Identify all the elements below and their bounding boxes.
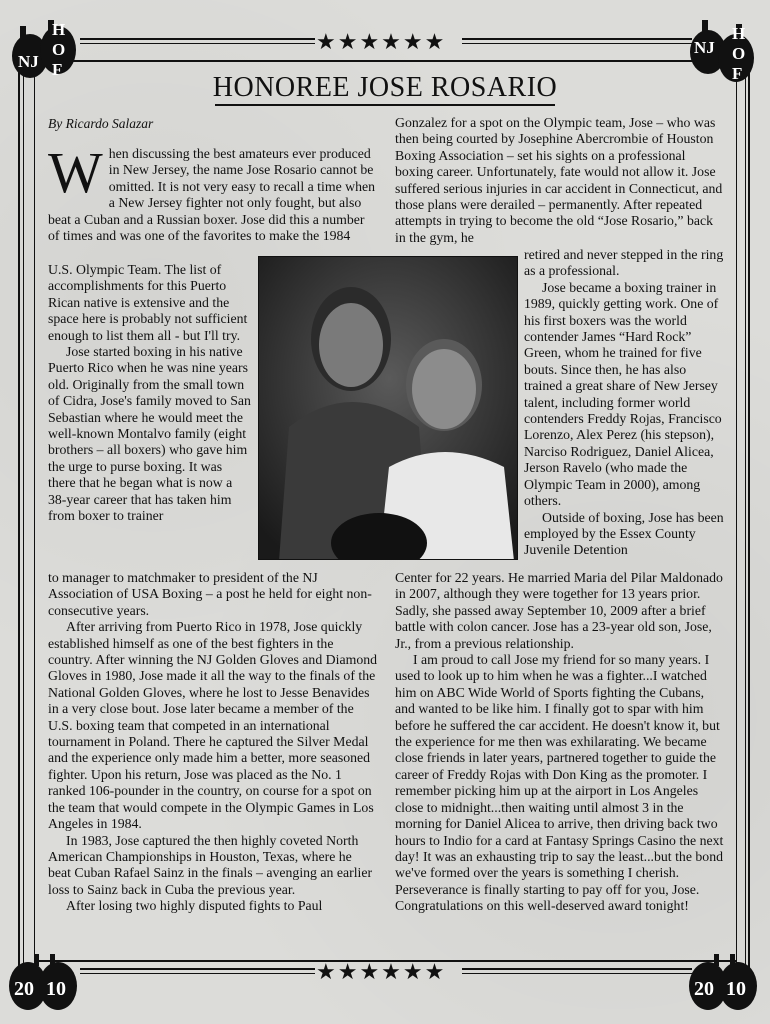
drop-cap: W <box>48 140 103 205</box>
column2-wrap-p3: Outside of boxing, Jose has been employed by the Essex County Juvenile Detention <box>524 509 724 558</box>
logo-letter-f: F <box>52 60 63 79</box>
njhof-logo-top-left <box>10 14 74 78</box>
column2-wrap <box>524 247 726 559</box>
year-badge-bottom-right <box>688 950 752 1014</box>
column2-top <box>395 115 725 246</box>
column1-body <box>48 570 378 915</box>
border-left-outer <box>18 48 20 978</box>
photo-placeholder <box>259 257 518 560</box>
column1-body-p4: After losing two highly disputed fights to Paul <box>66 898 323 914</box>
column2-top-p1: Gonzalez for a spot on the Olympic team, Jose – who was then being courted by Josephine Abercrombie of Houston Boxing Association – set his sights on a professional boxing career. Unfortunately, fate would not allow it. Jose suffered serious injuries in car accident in Connecticut, and those plans were derailed – permanently. After repeated attempts in trying to become the old “Jose Rosario,” back in the gym, he <box>395 115 723 245</box>
top-stars: ★★★★★★ <box>316 30 447 55</box>
logo-letter-f: F <box>732 64 743 83</box>
logo-letter-h: H <box>732 24 746 43</box>
column2-wrap-p1: retired and never stepped in the ring as a professional. <box>524 247 724 279</box>
bottom-rule-left <box>80 968 315 974</box>
article-byline: By Ricardo Salazar <box>48 116 154 131</box>
article-title: HONOREE JOSE ROSARIO <box>212 72 558 103</box>
border-right-inner <box>745 48 746 978</box>
column2-body-p1: Center for 22 years. He married Maria del Pilar Maldonado in 2007, although they were together for 13 years prior. Sadly, she passed away September 10, 2009 after a brief battle with colon cancer. Jose has a 23-year old son, Jose, Jr., from a previous relationship. <box>395 570 723 651</box>
top-rule-left <box>80 38 315 44</box>
border-left-inner2 <box>34 60 35 968</box>
logo-letter-o: O <box>52 40 66 59</box>
title-underline <box>215 104 555 106</box>
column1-wrap <box>48 262 252 525</box>
column1-intro <box>48 140 376 256</box>
border-left-inner <box>23 48 24 978</box>
bottom-rule-right <box>462 968 692 974</box>
year-right-part: 10 <box>46 978 66 1000</box>
logo-letter-o: O <box>732 44 746 63</box>
bottom-inner-rule <box>34 960 737 963</box>
year-left-part: 20 <box>14 978 34 1000</box>
logo-letters-nj: NJ <box>18 52 39 71</box>
logo-letter-h: H <box>52 20 66 39</box>
year-right-part: 10 <box>726 978 746 1000</box>
year-badge-bottom-left <box>8 950 72 1014</box>
border-right-inner2 <box>736 60 737 968</box>
bottom-stars: ★★★★★★ <box>316 960 447 985</box>
top-rule-right <box>462 38 692 44</box>
logo-letters-nj: NJ <box>694 38 715 57</box>
column1-intro-text: hen discussing the best amateurs ever produced in New Jersey, the name Jose Rosario cannot be omitted. It is not very easy to recall a time when a New Jersey fighter not only fought, but also beat a Cuban and a Russian boxer. Jose did this a number of times and was one of the favorites to make the 1984 <box>48 146 376 244</box>
column2-body <box>395 570 725 915</box>
column1-body-p1: to manager to matchmaker to president of the NJ Association of USA Boxing – a post he held for eight non-consecutive years. <box>48 570 372 618</box>
column2-body-p2: I am proud to call Jose my friend for so many years. I used to look up to him when he was a fighter...I watched him on ABC Wide World of Sports fighting the Cubans, and wanted to be like him. I finally got to spar with him before he suffered the car accident. He doesn't know it, but the experience for me then was exhilarating. We became close friends in later years, partnered together to guide the career of Freddy Rojas with Don King as the promoter. I remember picking him up at the airport in Los Angeles close to midnight...then waiting until almost 3 in the morning for Daniel Alicea to arrive, then driving back two hours to Indio for a card at Fantasy Springs Casino the next day! It was an exhausting trip to say the least...but the bond we've formed over the years is something I cherish. Perseverance is finally starting to pay off for you, Jose. Congratulations on this well-deserved award tonight! <box>395 652 724 914</box>
njhof-logo-top-right <box>688 14 752 83</box>
column1-body-p3: In 1983, Jose captured the then highly coveted North American Championships in Houston, Texas, where he beat Cuban Rafael Sainz in the finals – avenging an earlier loss to Sainz back in Cuba the previous year. <box>48 832 373 897</box>
column1-wrap-p2: Jose started boxing in his native Puerto Rico when he was nine years old. Originally from the small town of Cidra, Jose's family moved to San Sebastian where he would meet the well-known Montalvo family (eight brothers – all boxers) who gave him the urge to purse boxing. It was there that he began what is now a 38-year career that has taken him from boxer to trainer <box>48 344 251 524</box>
column1-body-p2: After arriving from Puerto Rico in 1978, Jose quickly established himself as one of the best fighters in the country. After winning the NJ Golden Gloves and Diamond Gloves in 1980, Jose made it all the way to the finals of the National Golden Gloves, where he lost to Jesse Benavides in a very close bout. Jose later became a member of the U.S. boxing team that competed in an international tournament in Poland. There he captured the Silver Medal and the experience only made him a better, more seasoned fighter. Upon his return, Jose was placed as the No. 1 ranked 106-pounder in the country, on course for a spot on the team that would compete in the Olympic Games in Los Angeles in 1984. <box>48 619 378 832</box>
column1-wrap-p1: U.S. Olympic Team. The list of accomplishments for this Puerto Rican native is extensive and the space here is probably not sufficient enough to list them all - but I'll try. <box>48 262 248 343</box>
year-left-part: 20 <box>694 978 714 1000</box>
top-inner-rule <box>34 60 737 63</box>
border-right-outer <box>748 48 750 978</box>
column2-wrap-p2: Jose became a boxing trainer in 1989, quickly getting work. One of his first boxers was the world contender James “Hard Rock” Green, whom he trained for five bouts. Since then, he has also trained a great share of New Jersey talent, including former world contenders Freddy Rojas, Francisco Lorenzo, Alex Perez (his stepson), Narciso Rodriguez, Daniel Alicea, Jerson Ravelo (who made the Olympic Team in 2000), among others. <box>524 279 722 509</box>
photo-rosario-with-boxer <box>258 256 518 560</box>
